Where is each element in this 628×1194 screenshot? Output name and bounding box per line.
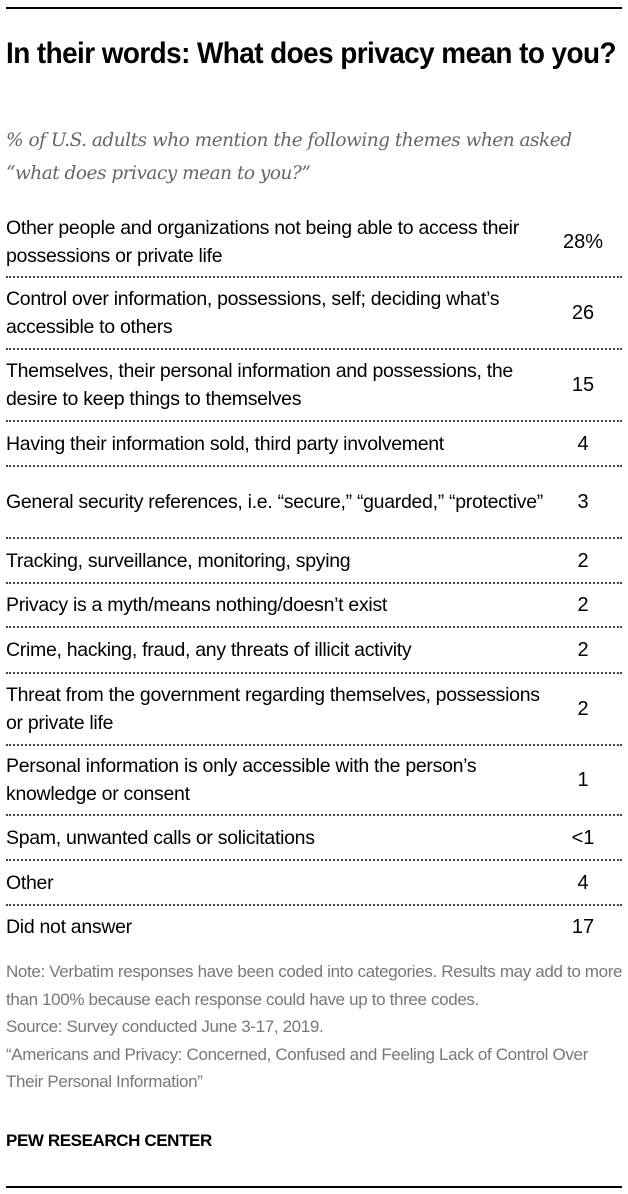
chart-title: In their words: What does privacy mean to you? bbox=[6, 37, 616, 70]
table-row bbox=[6, 674, 622, 746]
row-label: General security references, i.e. “secure,” “guarded,” “protective” bbox=[6, 491, 543, 513]
bottom-rule bbox=[6, 1186, 622, 1188]
row-label: Tracking, surveillance, monitoring, spying bbox=[6, 549, 351, 572]
row-label: Did not answer bbox=[6, 916, 132, 938]
row-value: 26 bbox=[571, 302, 595, 324]
table-row bbox=[6, 628, 622, 674]
row-value: 4 bbox=[577, 871, 589, 894]
row-value: 4 bbox=[577, 432, 589, 455]
row-label: Other bbox=[6, 871, 54, 894]
row-label: Personal information is only accessible with the person’s knowledge or consent bbox=[6, 755, 477, 805]
row-label: Having their information sold, third party involvement bbox=[6, 432, 444, 455]
table-row bbox=[6, 208, 622, 278]
row-value: 15 bbox=[571, 374, 595, 396]
table-row bbox=[6, 746, 622, 816]
row-label: Control over information, possessions, self; deciding what’s accessible to others bbox=[6, 288, 500, 338]
report-title: “Americans and Privacy: Concerned, Confused and Feeling Lack of Control Over Their Personal Information” bbox=[6, 1044, 588, 1091]
row-value: 2 bbox=[577, 594, 589, 616]
chart-subtitle: % of U.S. adults who mention the following themes when asked “what does privacy mean to you?” bbox=[6, 130, 572, 184]
table-row bbox=[6, 467, 622, 539]
table-row bbox=[6, 539, 622, 584]
table-row bbox=[6, 350, 622, 422]
row-value: 2 bbox=[577, 698, 589, 720]
row-value: 3 bbox=[577, 491, 589, 513]
row-value: 1 bbox=[577, 769, 589, 791]
row-value: 2 bbox=[577, 549, 589, 572]
note-text: Note: Verbatim responses have been coded into categories. Results may add to more than 100% because each response could have up to three codes. bbox=[6, 962, 623, 1009]
themes-table bbox=[6, 208, 622, 948]
brand-logo-text: PEW RESEARCH CENTER bbox=[6, 1131, 212, 1150]
row-label: Spam, unwanted calls or solicitations bbox=[6, 826, 315, 849]
table-row bbox=[6, 584, 622, 628]
row-value: 28% bbox=[562, 231, 604, 253]
table-row bbox=[6, 906, 622, 948]
row-value: 17 bbox=[571, 916, 595, 938]
top-rule bbox=[6, 7, 622, 9]
row-value: 2 bbox=[577, 639, 589, 661]
row-label: Crime, hacking, fraud, any threats of illicit activity bbox=[6, 639, 412, 661]
row-label: Threat from the government regarding themselves, possessions or private life bbox=[6, 684, 540, 734]
table-row bbox=[6, 816, 622, 861]
row-value: <1 bbox=[571, 826, 595, 849]
table-row bbox=[6, 422, 622, 467]
row-label: Themselves, their personal information and possessions, the desire to keep things to themselves bbox=[6, 360, 513, 410]
row-label: Privacy is a myth/means nothing/doesn’t exist bbox=[6, 594, 388, 616]
row-label: Other people and organizations not being able to access their possessions or private life bbox=[6, 217, 519, 267]
table-row bbox=[6, 861, 622, 906]
chart-notes bbox=[6, 958, 626, 1096]
source-text: Source: Survey conducted June 3-17, 2019. bbox=[6, 1017, 324, 1036]
table-row bbox=[6, 278, 622, 350]
